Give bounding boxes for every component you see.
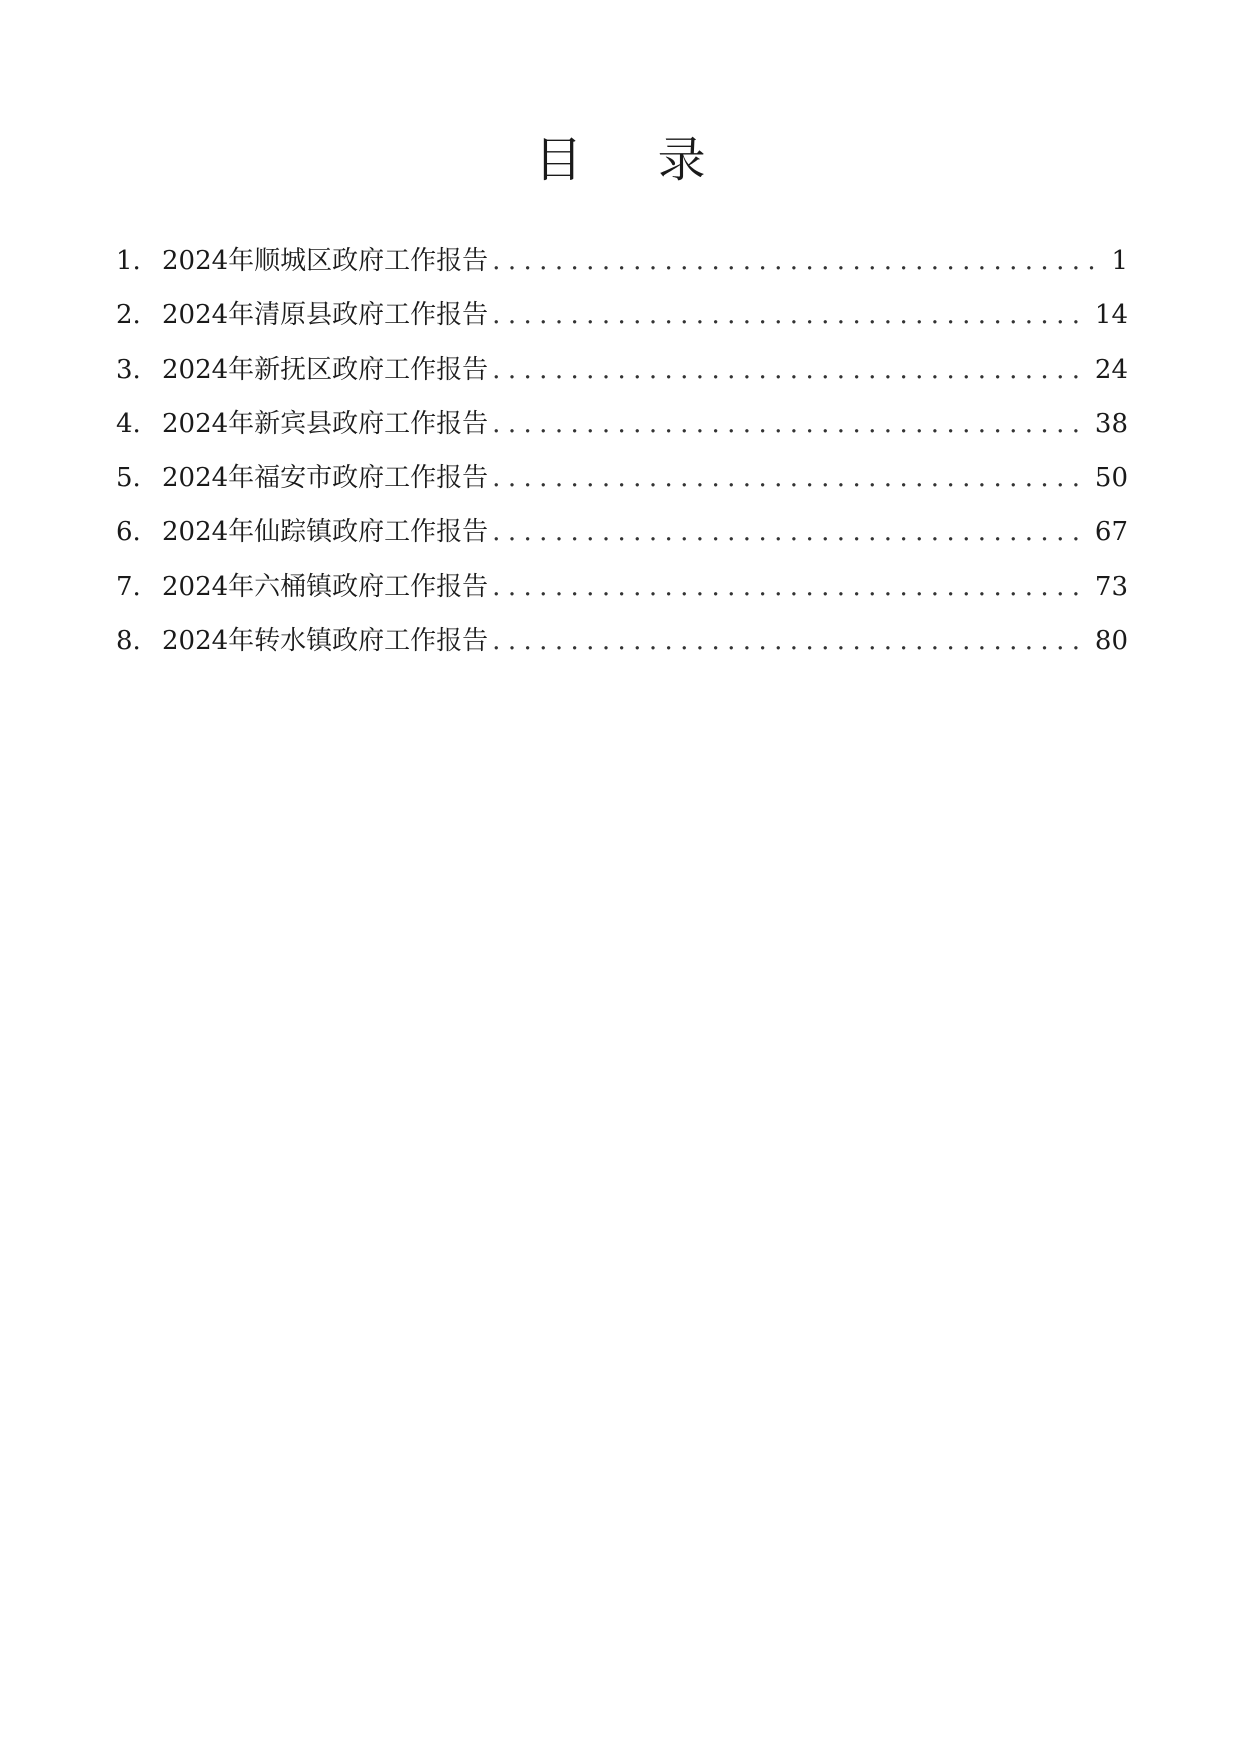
- toc-entry[interactable]: [116, 397, 1128, 451]
- toc-entry-number: 2.: [116, 300, 141, 331]
- toc-entry-title: 2024年仙踪镇政府工作报告: [162, 517, 489, 548]
- toc-entry-title: 2024年顺城区政府工作报告: [162, 246, 489, 276]
- toc-dot-leader: [492, 288, 1089, 342]
- toc-dot-leader: [492, 614, 1089, 668]
- toc-entry[interactable]: [116, 614, 1128, 668]
- toc-entry-title: 2024年新抚区政府工作报告: [162, 354, 489, 385]
- toc-entry-number: 7.: [116, 571, 141, 602]
- toc-entry[interactable]: [116, 560, 1128, 614]
- toc-entry-page: 80: [1094, 626, 1128, 657]
- toc-entry-page: 67: [1094, 517, 1128, 548]
- toc-entry-number: 3.: [116, 354, 141, 385]
- toc-entry-page: 24: [1094, 354, 1128, 385]
- toc-entry-number: 4.: [116, 408, 141, 439]
- toc-entry[interactable]: [116, 343, 1128, 397]
- toc-entry[interactable]: [116, 451, 1128, 505]
- toc-entry-number: 5.: [116, 463, 141, 494]
- toc-entry-title: 2024年清原县政府工作报告: [162, 300, 489, 331]
- toc-list: [116, 234, 1128, 668]
- toc-entry-page: 1: [1111, 246, 1128, 276]
- toc-entry-number: 8.: [116, 626, 141, 657]
- toc-dot-leader: [492, 343, 1089, 397]
- toc-entry-page: 38: [1094, 408, 1128, 439]
- toc-dot-leader: [492, 560, 1089, 614]
- toc-entry-title: 2024年转水镇政府工作报告: [162, 626, 489, 657]
- toc-entry[interactable]: [116, 234, 1128, 288]
- toc-entry[interactable]: [116, 288, 1128, 342]
- toc-dot-leader: [492, 505, 1089, 559]
- toc-dot-leader: [492, 397, 1089, 451]
- toc-entry-title: 2024年福安市政府工作报告: [162, 463, 489, 494]
- toc-entry-page: 73: [1094, 571, 1128, 602]
- toc-dot-leader: [492, 451, 1089, 505]
- toc-title: 目 录: [534, 132, 736, 188]
- toc-entry[interactable]: [116, 505, 1128, 559]
- toc-entry-page: 14: [1094, 300, 1128, 331]
- toc-entry-number: 1.: [116, 246, 141, 276]
- toc-entry-title: 2024年六桶镇政府工作报告: [162, 571, 489, 602]
- toc-entry-number: 6.: [116, 517, 141, 548]
- toc-entry-page: 50: [1094, 463, 1128, 494]
- toc-entry-title: 2024年新宾县政府工作报告: [162, 408, 489, 439]
- toc-dot-leader: [492, 234, 1105, 288]
